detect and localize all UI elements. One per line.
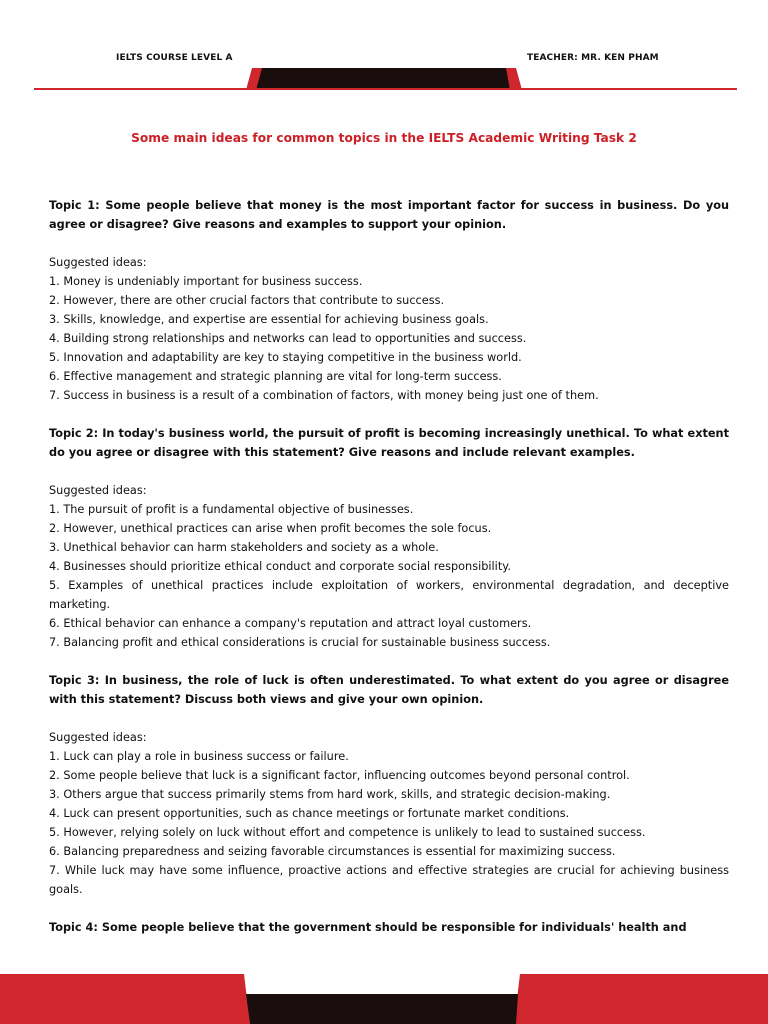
teacher-label: TEACHER: MR. KEN PHAM bbox=[527, 53, 659, 63]
topic-question: Topic 4: Some people believe that the government should be responsible for individuals' health and bbox=[49, 921, 687, 934]
idea-item: 6. Ethical behavior can enhance a company's reputation and attract loyal customers. bbox=[49, 617, 532, 630]
idea-item: 2. However, there are other crucial factors that contribute to success. bbox=[49, 294, 445, 307]
suggested-ideas-label: Suggested ideas: bbox=[49, 731, 147, 744]
idea-item: 3. Others argue that success primarily stems from hard work, skills, and strategic decision-making. bbox=[49, 788, 611, 801]
footer-red-left bbox=[0, 974, 250, 1024]
idea-item: 1. The pursuit of profit is a fundamental objective of businesses. bbox=[49, 503, 414, 516]
idea-item: 2. Some people believe that luck is a significant factor, influencing outcomes beyond personal control. bbox=[49, 769, 630, 782]
idea-item: 4. Businesses should prioritize ethical conduct and corporate social responsibility. bbox=[49, 560, 511, 573]
idea-item: 1. Money is undeniably important for business success. bbox=[49, 275, 363, 288]
topic-question: Topic 3: In business, the role of luck is often underestimated. To what extent do you agree or disagree with this statement? Discuss both views and give your own opinion. bbox=[49, 674, 729, 706]
idea-item: 5. Examples of unethical practices include exploitation of workers, environmental degradation, and deceptive marketing. bbox=[49, 579, 729, 611]
idea-item: 3. Unethical behavior can harm stakeholders and society as a whole. bbox=[49, 541, 439, 554]
topic-question: Topic 2: In today's business world, the pursuit of profit is becoming increasingly unethical. To what extent do you agree or disagree with this statement? Give reasons and include relevant examples. bbox=[49, 427, 729, 459]
idea-item: 4. Building strong relationships and networks can lead to opportunities and success. bbox=[49, 332, 527, 345]
idea-item: 6. Balancing preparedness and seizing favorable circumstances is essential for maximizing success. bbox=[49, 845, 616, 858]
idea-item: 6. Effective management and strategic planning are vital for long-term success. bbox=[49, 370, 502, 383]
header-dark-tab bbox=[256, 68, 510, 90]
footer-decoration bbox=[0, 968, 768, 1024]
course-label: IELTS COURSE LEVEL A bbox=[116, 53, 233, 63]
header-rule bbox=[34, 88, 737, 90]
footer-red-right bbox=[514, 974, 768, 1024]
suggested-ideas-label: Suggested ideas: bbox=[49, 484, 147, 497]
idea-item: 4. Luck can present opportunities, such as chance meetings or fortunate market conditions. bbox=[49, 807, 570, 820]
idea-item: 7. Success in business is a result of a combination of factors, with money being just one of them. bbox=[49, 389, 599, 402]
suggested-ideas-label: Suggested ideas: bbox=[49, 256, 147, 269]
footer-dark-band bbox=[246, 994, 518, 1024]
document-body bbox=[49, 196, 729, 937]
idea-item: 5. Innovation and adaptability are key to staying competitive in the business world. bbox=[49, 351, 522, 364]
idea-item: 5. However, relying solely on luck without effort and competence is unlikely to lead to sustained success. bbox=[49, 826, 646, 839]
idea-item: 1. Luck can play a role in business success or failure. bbox=[49, 750, 349, 763]
idea-item: 3. Skills, knowledge, and expertise are essential for achieving business goals. bbox=[49, 313, 489, 326]
idea-item: 7. Balancing profit and ethical considerations is crucial for sustainable business success. bbox=[49, 636, 551, 649]
topic-question: Topic 1: Some people believe that money is the most important factor for success in business. Do you agree or disagree? Give reasons and examples to support your opinion. bbox=[49, 199, 729, 231]
idea-item: 7. While luck may have some influence, proactive actions and effective strategies are crucial for achieving business goals. bbox=[49, 864, 729, 896]
idea-item: 2. However, unethical practices can arise when profit becomes the sole focus. bbox=[49, 522, 492, 535]
document-title: Some main ideas for common topics in the IELTS Academic Writing Task 2 bbox=[131, 131, 637, 145]
